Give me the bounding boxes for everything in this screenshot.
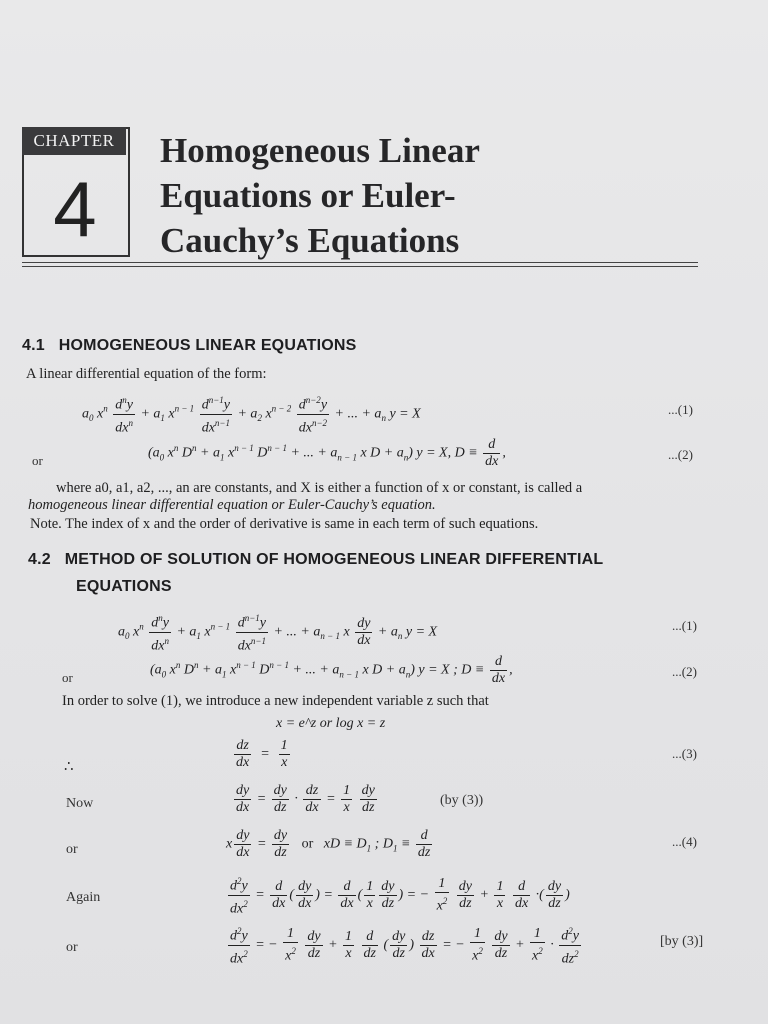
again-label: Again xyxy=(66,890,101,905)
therefore-symbol: ∴ xyxy=(64,759,74,775)
or-label: or xyxy=(62,670,73,685)
eq-tag: ...(1) xyxy=(668,402,693,417)
or-label: or xyxy=(66,842,78,857)
substitution: x = e^z or log x = z xyxy=(276,716,386,731)
equation-4-2-3: $\frac{dz}{dx}$ = $\frac{1}{x}$ xyxy=(236,738,288,770)
by-3-note: (by (3)) xyxy=(440,793,484,808)
solve-text: In order to solve (1), we introduce a new independent variable z such that xyxy=(62,693,489,709)
second-derivative-result: $\frac{d^2y}{dx^2}$ = − $\frac{1}{x^2}$ $\frac{dy}{dz}$ + $\frac{1}{x}$ $\frac{d}{dz}$ ( $\frac{dy}{dz}$ ) $\frac{dz}{dx}$ = − $\frac{1}{x^2}$ $\frac{dy}{dz}$ + $\frac{1}{x^2}$ · $\frac{d^2y}{dz^2}$ xyxy=(226,923,583,967)
title-rule-top xyxy=(22,262,698,263)
equation-4-2-1: $a_0$ $x^n$ $\frac{d^ny}{dx^n}$ + $a_1$ $x^{n - 1}$ $\frac{d^{n-1}y}{dx^{n-1}}$ + ... + $a_{n - 1}$ x $\frac{dy}{dx}$ + $a_n$ y = X xyxy=(118,610,437,654)
eq-tag: ...(4) xyxy=(672,834,697,849)
note-text: Note. The index of x and the order of derivative is same in each term of such equations. xyxy=(30,516,539,532)
chain-rule-equation: $\frac{dy}{dx}$ = $\frac{dy}{dz}$ · $\frac{dz}{dx}$ = $\frac{1}{x}$ $\frac{dy}{dz}$ xyxy=(236,783,375,815)
chapter-title-line-1: Homogeneous Linear xyxy=(160,131,480,170)
eq-tag: ...(1) xyxy=(672,618,697,633)
eq-tag: ...(2) xyxy=(668,447,693,462)
now-label: Now xyxy=(66,796,94,811)
second-derivative-equation: $\frac{d^2y}{dx^2}$ = $\frac{d}{dx}$ ( $\frac{dy}{dx}$ ) = $\frac{d}{dx}$ ( $\frac{1}{x}$ $\frac{dy}{dz}$ ) = − $\frac{1}{x^2}$ $\frac{dy}{dz}$ + $\frac{1}{x}$ $\frac{d}{dx}$ ·( $\frac{dy}{dz}$ ) xyxy=(226,873,570,917)
section-title-line-2: EQUATIONS xyxy=(76,578,172,595)
eq-tag: ...(2) xyxy=(672,664,697,679)
section-title-line-1: METHOD OF SOLUTION OF HOMOGENEOUS LINEAR DIFFERENTIAL xyxy=(64,551,604,568)
eq-tag: ...(3) xyxy=(672,746,697,761)
chapter-title xyxy=(160,128,480,263)
where-text: where a0, a1, a2, ..., an are constants, and X is either a function of x or constant, is called a xyxy=(56,480,583,496)
or-label: or xyxy=(66,940,78,955)
equation-4-2-4: x $\frac{dy}{dx}$ = $\frac{dy}{dz}$ or xD ≡ $D_1$ ; $D_1$ ≡ $\frac{d}{dz}$ xyxy=(226,828,431,860)
equation-4-2-2: ($a_0$ $x^n$ $D^n + a_1$ $x^{n - 1}$ $D^{n - 1}$ + ... + $a_{n - 1}$ x $D + a_n$) y = X ; D ≡ $\frac{d}{dx}$ , xyxy=(150,654,513,686)
intro-text: A linear differential equation of the form: xyxy=(26,366,267,382)
section-number: 4.1 xyxy=(22,337,45,354)
section-title: HOMOGENEOUS LINEAR EQUATIONS xyxy=(58,337,357,354)
section-4-1-heading xyxy=(22,337,357,355)
chapter-number: 4 xyxy=(53,165,97,253)
equation-4-1-2: ($a_0$ $x^n$ $D^n + a_1$ $x^{n - 1}$ $D^{n - 1}$ + ... + $a_{n - 1}$ x $D + a_n$) y = X, D ≡ $\frac{d}{dx}$ , xyxy=(148,437,506,469)
chapter-title-line-3: Cauchy’s Equations xyxy=(160,221,460,260)
equation-4-1-1: $a_0$ $x^n$ $\frac{d^ny}{dx^n}$ + $a_1$ $x^{n - 1}$ $\frac{d^{n-1}y}{dx^{n-1}}$ + $a_2$ $x^{n - 2}$ $\frac{d^{n-2}y}{dx^{n-2}}$ + ... + $a_n$ y = X xyxy=(82,392,421,436)
chapter-label: CHAPTER xyxy=(22,127,126,155)
by-3-note: [by (3)] xyxy=(660,934,704,949)
section-4-2-heading xyxy=(28,551,603,569)
section-number: 4.2 xyxy=(28,551,51,568)
definition-text: homogeneous linear differential equation or Euler-Cauchy’s equation. xyxy=(28,497,436,513)
title-rule-bottom xyxy=(22,266,698,267)
or-label: or xyxy=(32,453,43,468)
chapter-title-line-2: Equations or Euler- xyxy=(160,176,456,215)
